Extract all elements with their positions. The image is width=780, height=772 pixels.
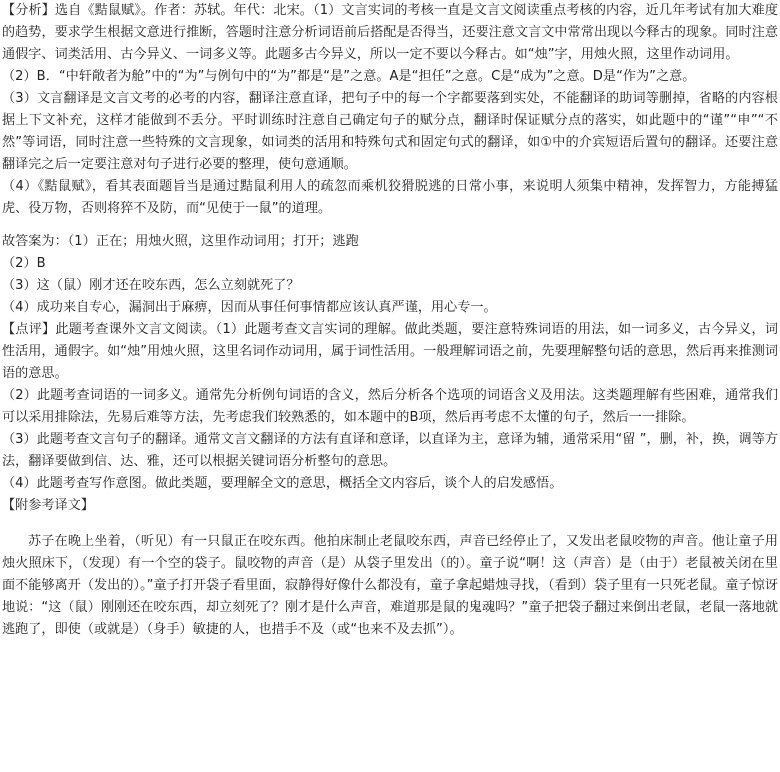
answer-3: （3）这（鼠）刚才还在咬东西，怎么立刻就死了？ (2, 278, 300, 293)
answer-1: 故答案为：（1）正在；用烛火照，这里作动词用；打开；逃跑 (2, 234, 359, 249)
translation-section (2, 495, 778, 641)
analysis-paragraph-4: （4）《黠鼠赋》，看其表面题旨当是通过黠鼠利用人的疏忽而乘机狡猾脱逃的日常小事，来说明人须集中精神，发挥智力，方能搏猛虎、役万物，否则将猝不及防，而“见使于一鼠”的道理。 (2, 179, 778, 216)
section-spacer (2, 220, 778, 231)
comment-paragraph-2: （2）此题考查词语的一词多义。通常先分析例句词语的含义，然后分析各个选项的词语含义及用法。这类题理解有些困难，通常我们可以采用排除法，先易后难等方法，先考虑我们较熟悉的，如本题中的B项，然后再考虑不太懂的句子，然后一一排除。 (2, 388, 778, 425)
analysis-paragraph-1: 【分析】选自《黠鼠赋》。作者：苏轼。年代：北宋。（1）文言实词的考核一直是文言文阅读重点考核的内容，近几年考试有加大难度的趋势，要求学生根据文意进行推断，答题时注意分析词语前后搭配是否得当，还要注意文言文中常常出现以今释古的现象。同时注意通假字、词类活用、古今异义、一词多义等。此题多古今异义，所以一定不要以今释古。如“烛”字，用烛火照，这里作动词用。 (2, 3, 778, 62)
translation-spacer (2, 517, 778, 531)
analysis-section (2, 0, 778, 220)
answers-section (2, 231, 778, 319)
translation-body: 苏子在晚上坐着，（听见）有一只鼠正在咬东西。他拍床制止老鼠咬东西，声音已经停止了，又发出老鼠咬物的声音。他让童子用烛火照床下，（发现）有一个空的袋子。鼠咬物的声音（是）从袋子里发出（的）。童子说“啊！这（声音）是（由于）老鼠被关闭在里面不能够离开（发出的）。”童子打开袋子看里面，寂静得好像什么都没有，童子拿起蜡烛寻找，（看到）袋子里有一只死老鼠。童子惊讶地说：“这（鼠）刚刚还在咬东西，却立刻死了？刚才是什么声音，难道那是鼠的鬼魂吗？”童子把袋子翻过来倒出老鼠，老鼠一落地就逃跑了，即使（或就是）（身手）敏捷的人，也措手不及（或“也来不及去抓”）。 (2, 534, 779, 637)
analysis-paragraph-3: （3）文言翻译是文言文考的必考的内容，翻译注意直译，把句子中的每一个字都要落到实处，不能翻译的助词等删掉，省略的内容根据上下文补充，这样才能做到不丢分。平时训练时注意自己确定句子的赋分点，翻译时保证赋分点的落实，如此题中的“谨”“申”“不然”等词语，同时注意一些特殊的文言现象，如词类的活用和特殊句式和固定句式的翻译，如①中的介宾短语后置句的翻译。还要注意翻译完之后一定要注意对句子进行必要的整理，使句意通顺。 (2, 91, 778, 172)
comment-paragraph-4: （4）此题考查写作意图。做此类题，要理解全文的意思，概括全文内容后，谈个人的启发感悟。 (2, 476, 563, 491)
comment-section (2, 319, 778, 495)
answer-2: （2）B (2, 256, 46, 271)
translation-heading: 【附参考译文】 (2, 498, 95, 513)
analysis-paragraph-2: （2）B．“中轩敞者为舱”中的“为”与例句中的“为”都是“是”之意。A是“担任”之意。C是“成为”之意。D是“作为”之意。 (2, 69, 696, 84)
comment-paragraph-1: 【点评】此题考查课外文言文阅读。（1）此题考查文言实词的理解。做此类题，要注意特殊词语的用法，如一词多义，古今异义，词性活用，通假字。如“烛”用烛火照，这里名词作动词用，属于词性活用。一般理解词语之前，先要理解整句话的意思，然后再来推测词语的意思。 (2, 322, 779, 381)
comment-paragraph-3: （3）此题考查文言句子的翻译。通常文言文翻译的方法有直译和意译，以直译为主，意译为辅，通常采用“留 ”，删，补，换，调等方法，翻译要做到信、达、雅，还可以根据关键词语分析整句的意思。 (2, 432, 778, 469)
answer-4: （4）成功来自专心，漏洞出于麻痹，因而从事任何事情都应该认真严谨，用心专一。 (2, 300, 497, 315)
